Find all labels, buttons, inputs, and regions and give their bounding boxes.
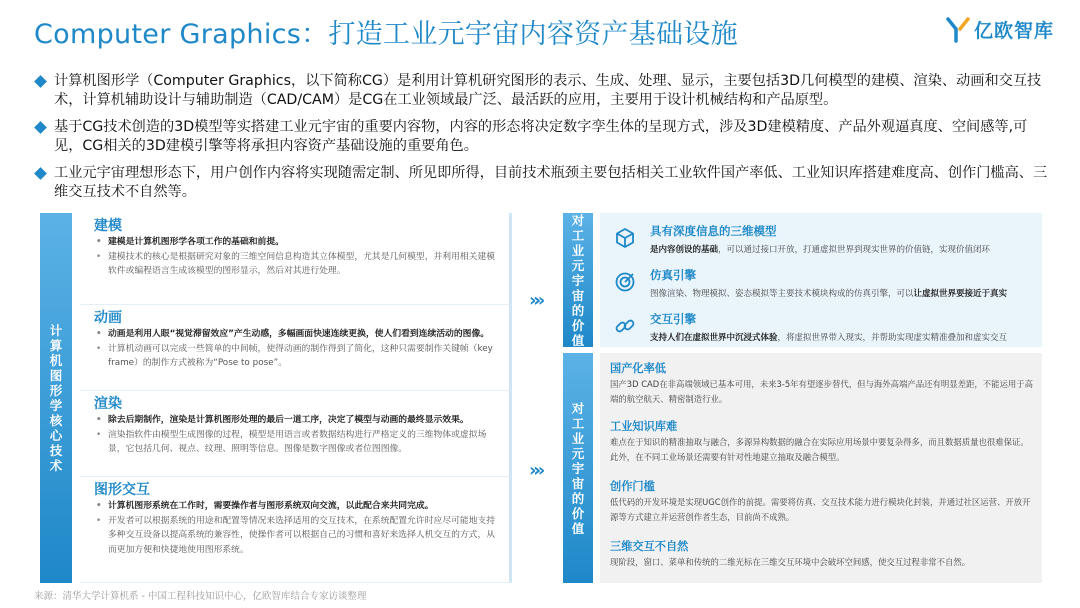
section-rendering — [80, 391, 512, 477]
list-item: • 除去后期制作，渲染是计算机图形处理的最后一道工序，决定了模型与动画的最终显示效果。 — [94, 413, 502, 428]
value-item-desc: 是内容创设的基础，可以通过接口开放，打通虚拟世界到现实世界的价值链，实现价值闭环 — [650, 245, 991, 255]
source-note: 来源：清华大学计算机系 - 中国工程科技知识中心，亿欧智库结合专家访谈整理 — [34, 591, 367, 602]
list-item: • 计算机图形系统在工作时，需要操作者与图形系统双向交流，以此配合来共同完成。 — [94, 499, 502, 514]
bottleneck-panel — [600, 353, 1042, 583]
bottleneck-desc: 难点在于知识的精准抽取与融合，多源异构数据的融合在实际应用场景中要复杂得多，而且数据质量也很难保证。此外，在不同工业场景还需要有针对性地建立抽取及融合模型。 — [610, 437, 1029, 462]
section-interaction — [80, 477, 512, 583]
list-item: • 建模技术的核心是根据研究对象的三维空间信息构造其立体模型，尤其是几何模型，并利用相关建模软件或编程语言生成该模型的图形显示，然后对其进行处理。 — [94, 250, 502, 279]
cube-icon — [614, 227, 636, 249]
value-item-desc: 图像渲染、物理模拟、姿态模拟等主要技术模块构成的仿真引擎，可以让虚拟世界要接近于真实 — [650, 289, 1008, 299]
value-item-title: 交互引擎 — [650, 312, 696, 326]
value-item-sim-engine — [600, 263, 1042, 305]
intro-bullets — [34, 72, 1054, 210]
bottleneck-desc: 国产3D CAD在非高端领域已基本可用，未来3-5年有望逐步替代，但与海外高端产品还有明显差距，不能运用于高端的航空航天、精密制造行业。 — [610, 379, 1034, 404]
double-chevron-icon: »» — [529, 460, 539, 481]
core-tech-label: 计算机图形学核心技术 — [40, 213, 72, 583]
intro-bullet-3: 工业元宇宙理想形态下，用户创作内容将实现随需定制、所见即所得，目前技术瓶颈主要包括相关工业软件国产率低、工业知识库搭建难度高、创作门槛高、三维交互技术不自然等。 — [34, 164, 1054, 202]
bottleneck-title: 创作门槛 — [610, 480, 655, 493]
bottleneck-desc: 低代码的开发环境是实现UGC创作的前提。需要将仿真、交互技术能力进行模块化封装，并通过社区运营、开放开源等方式建立并运营创作者生态，目前尚不成熟。 — [610, 497, 1031, 522]
bottleneck-desc: 现阶段，窗口、菜单和传统的二维光标在三维交互环境中会破坏空间感，使交互过程非常不自然。 — [610, 557, 971, 567]
list-item: • 动画是利用人眼“视觉滞留效应”产生动感，多幅画面快速连续更换，使人们看到连续活动的图像。 — [94, 327, 502, 342]
value-item-desc: 支持人们在虚拟世界中沉浸式体验，将虚拟世界带入现实，并帮助实现虚实精准叠加和虚实交互 — [650, 333, 1008, 343]
value-item-interaction-engine — [600, 307, 1042, 347]
logo-text: 亿欧智库 — [973, 20, 1054, 42]
diamond-bullet-icon — [34, 167, 47, 180]
section-title: 动画 — [94, 310, 122, 326]
section-title: 渲染 — [94, 396, 122, 412]
diamond-bullet-icon — [34, 75, 47, 88]
list-item: • 开发者可以根据系统的用途和配置等情况来选择适用的交互技术，在系统配置允许时应尽可能地支持多种交互设备以提高系统的兼容性，使操作者可以根据自己的习惯和喜好来选择人机交互的方式，从而更加方便和快捷地使用图形系统。 — [94, 514, 502, 558]
bottleneck-localization — [610, 361, 1034, 407]
list-item: • 建模是计算机图形学各项工作的基础和前提。 — [94, 235, 502, 250]
bottleneck-title: 工业知识库难 — [610, 420, 678, 433]
diamond-bullet-icon — [34, 121, 47, 134]
section-animation — [80, 305, 512, 391]
section-title: 图形交互 — [94, 482, 150, 498]
value-item-title: 具有深度信息的三维模型 — [650, 224, 777, 238]
double-chevron-icon: »» — [529, 290, 539, 311]
value-item-3d-model — [600, 219, 1042, 261]
page-title: Computer Graphics：打造工业元宇宙内容资产基础设施 — [34, 19, 738, 50]
value-item-title: 仿真引擎 — [650, 268, 696, 282]
value-label: 对工业元宇宙的价值 — [563, 353, 593, 583]
bottleneck-3d-interaction — [610, 539, 1034, 570]
logo — [946, 16, 1054, 43]
target-icon — [614, 271, 636, 293]
value-panel — [600, 213, 1042, 347]
bottleneck-creation — [610, 479, 1034, 525]
intro-bullet-2: 基于CG技术创造的3D模型等实搭建工业元宇宙的重要内容物，内容的形态将决定数字孪生体的呈现方式，涉及3D建模精度、产品外观逼真度、空间感等,可见，CG相关的3D建模引擎等将承担内容资产基础设施的重要角色。 — [34, 118, 1054, 156]
list-item: • 渲染指软件由模型生成图像的过程，模型是用语言或者数据结构进行严格定义的三维物体或虚拟场景，它包括几何、视点、纹理、照明等信息。图像是数字图像或者位图图像。 — [94, 428, 502, 457]
value-label: 对工业元宇宙的价值 — [563, 213, 593, 347]
bottleneck-title: 国产化率低 — [610, 362, 666, 375]
section-title: 建模 — [94, 218, 122, 234]
section-modeling — [80, 213, 512, 305]
list-item: • 计算机动画可以完成一些简单的中间帧，使得动画的制作得到了简化，这种只需要制作关键帧（key frame）的制作方式被称为“Pose to pose”。 — [94, 342, 502, 371]
link-icon — [614, 315, 636, 337]
bottleneck-title: 三维交互不自然 — [610, 540, 689, 553]
bottleneck-knowledge-base — [610, 419, 1034, 465]
yiou-logo-icon — [946, 17, 970, 43]
core-tech-panel — [80, 213, 512, 583]
intro-bullet-1: 计算机图形学（Computer Graphics，以下简称CG）是利用计算机研究图形的表示、生成、处理、显示，主要包括3D几何模型的建模、渲染、动画和交互技术，计算机辅助设计与辅助制造（CAD/CAM）是CG在工业领域最广泛、最活跃的应用，主要用于设计机械结构和产品原型。 — [34, 72, 1054, 110]
